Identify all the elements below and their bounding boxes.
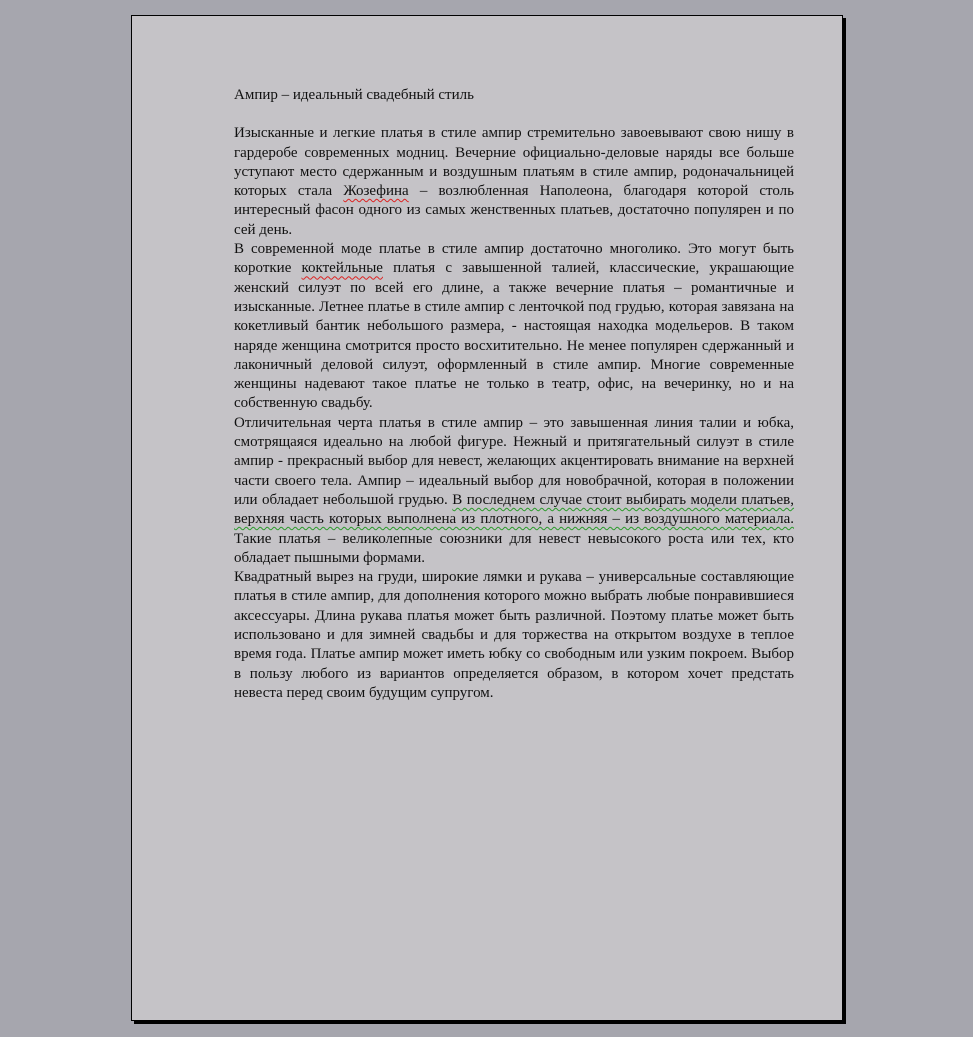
document-page[interactable] (131, 15, 843, 1021)
spelling-error-word[interactable]: коктейльные (301, 260, 383, 277)
paragraph-1-text-a: Изысканные и легкие платья в стиле ампир стремительно завоевывают свою нишу в гардеробе современных модниц. Вечерние официально-деловые наряды все больше уступают место сдержанным и воздушным платьям в стиле ампир, родоначальницей которых стала (234, 125, 794, 200)
paragraph-3-text-a: Отличительная черта платья в стиле ампир – это завышенная линия талии и юбка, смотрящаяся идеально на любой фигуре. Нежный и притягательный силуэт в стиле ампир - прекрасный выбор для невест, желающих акцентировать внимание на верхней части своего тела. Ампир – идеальный выбор для новобрачной, которая в положении или обладает небольшой грудью. (234, 414, 794, 508)
paragraph-2 (234, 240, 794, 414)
grammar-flagged-sentence[interactable]: В последнем случае стоит выбирать модели платьев, верхняя часть которых выполнена из плотного, а нижняя – из воздушного материала. (234, 491, 795, 528)
paragraph-1 (234, 124, 794, 240)
paragraph-2-text-a: В современной моде платье в стиле ампир достаточно многолико. Это могут быть короткие (234, 241, 794, 277)
paragraph-2-text-b: платья с завышенной талией, классические, украшающие женский силуэт по всей его длине, а также вечерние платья – романтичные и изысканные. Летнее платье в стиле ампир с ленточкой под грудью, которая завязана на кокетливый бантик небольшого размера, - настоящая находка модельеров. В таком наряде женщина смотрится просто восхитительно. Не менее популярен сдержанный и лаконичный деловой силуэт, оформленный в стиле ампир. Многие современные женщины надевают такое платье не только в театр, офис, на вечеринку, но и на собственную свадьбу. (234, 260, 794, 412)
paragraph-4: Квадратный вырез на груди, широкие лямки и рукава – универсальные составляющие платья в стиле ампир, для дополнения которого можно выбрать любые понравившиеся аксессуары. Длина рукава платья может быть различной. Поэтому платье может быть использовано и для зимней свадьбы и для торжества на открытом воздухе в теплое время года. Платье ампир может иметь юбку со свободным или узким покроем. Выбор в пользу любого из вариантов определяется образом, в котором хочет предстать невеста перед своим будущим супругом. (234, 569, 794, 701)
paragraph-1-text-b: – возлюбленная Наполеона, благодаря которой столь интересный фасон одного из самых женственных платьев, достаточно популярен и по сей день. (234, 183, 795, 238)
document-title: Ампир – идеальный свадебный стиль (234, 87, 474, 103)
spelling-error-word[interactable]: Жозефина (343, 183, 409, 200)
paragraph-3 (234, 414, 794, 568)
document-body[interactable] (234, 86, 794, 703)
paragraph-3-text-b: Такие платья – великолепные союзники для невест невысокого роста или тех, кто обладает пышными формами. (234, 530, 794, 566)
